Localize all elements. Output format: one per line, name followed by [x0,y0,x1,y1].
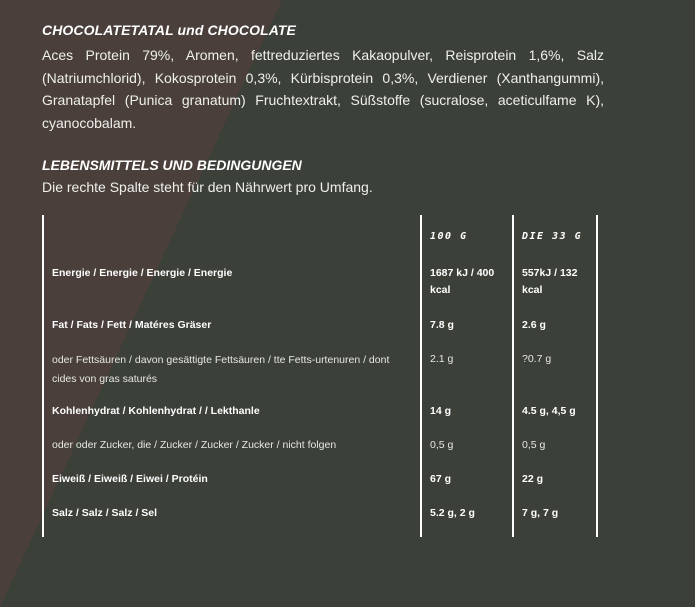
nutrient-name: Energie / Energie / Energie / Energie [52,267,233,279]
table-border-left [42,215,44,537]
value-per-100g: 7.8 g [430,319,454,331]
nutrient-name: Fat / Fats / Fett / Matéres Gräser [52,319,212,331]
value-per-100g: 1687 kJ / 400 kcal [430,267,495,296]
nutrition-table [42,215,598,537]
value-per-100g: 2.1 g [430,353,454,365]
column-header-33g: DIE 33 G [522,231,583,242]
nutrient-name: Eiweiß / Eiweiß / Eiwei / Protéin [52,473,208,485]
value-per-33g: 2.6 g [522,319,546,331]
value-per-33g: 557kJ / 132 kcal [522,267,578,296]
value-per-33g: 7 g, 7 g [522,507,559,519]
nutrient-name: Salz / Salz / Salz / Sel [52,507,158,519]
nutrition-subtitle: Die rechte Spalte steht für den Nährwert pro Umfang. [42,179,373,195]
value-per-100g: 14 g [430,405,452,417]
value-per-33g: 22 g [522,473,544,485]
value-per-100g: 67 g [430,473,452,485]
table-divider-1 [420,215,422,537]
column-header-100g: 100 G [430,231,468,242]
nutrition-title: LEBENSMITTELS UND BEDINGUNGEN [42,157,302,173]
nutrient-name: oder Fettsäuren / davon gesättigte Fettsäuren / tte Fetts-urtenuren / dont cides von gras saturés [52,354,390,385]
value-per-100g: 0,5 g [430,439,454,451]
value-per-33g: ?0.7 g [522,353,552,365]
ingredients-text: Aces Protein 79%, Aromen, fettreduziertes Kakaopulver, Reisprotein 1,6%, Salz (Natriumchlorid), Kokosprotein 0,3%, Kürbisprotein 0,3%, Verdiener (Xanthangummi), Granatapfel (Punica granatum) Fruchtextrakt, Süßstoffe (sucralose, aceticulfame K), cyanocobalam. [42,47,604,131]
value-per-100g: 5.2 g, 2 g [430,507,475,519]
value-per-33g: 0,5 g [522,439,546,451]
table-divider-2 [512,215,514,537]
table-border-right [596,215,598,537]
nutrient-name: Kohlenhydrat / Kohlenhydrat / / Lekthanle [52,405,260,417]
nutrient-name: oder oder Zucker, die / Zucker / Zucker / Zucker / nicht folgen [52,439,337,451]
ingredients-title: CHOCOLATETATAL und CHOCOLATE [42,22,296,38]
value-per-33g: 4.5 g, 4,5 g [522,405,576,417]
